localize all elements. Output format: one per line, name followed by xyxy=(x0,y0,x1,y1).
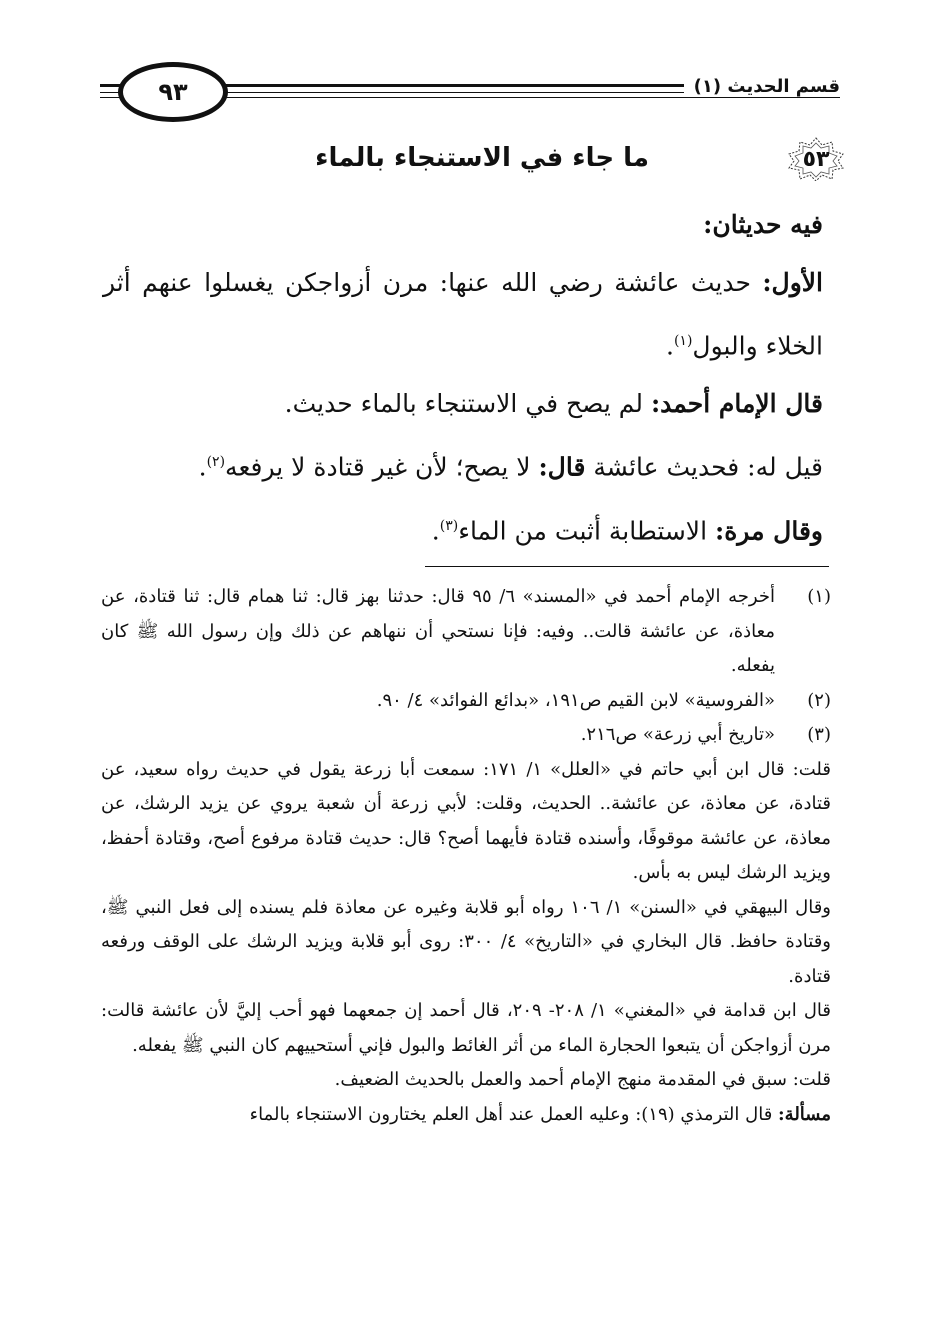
main-text xyxy=(103,196,823,560)
footnote-comment: قال ابن قدامة في «المغني» ١/ ٢٠٨- ٢٠٩، قال أحمد إن جمعهما فهو أحب إليَّ لأن عائشة قالت: مرن أزواجكن أن يتبعوا الحجارة الماء من أثر الغائط والبول فإني أستحييهم كان النبي ﷺ يفعله. xyxy=(101,1000,831,1056)
page-number: ٩٣ xyxy=(118,62,228,122)
paragraph-once xyxy=(103,497,823,560)
footnote-number: (٢) xyxy=(807,689,831,711)
intro-line: فيه حديثان: xyxy=(703,210,823,239)
footnote-issue xyxy=(101,1098,831,1133)
section-number-badge xyxy=(787,137,845,181)
lead-label: الأول: xyxy=(762,268,823,297)
section-heading xyxy=(105,135,845,185)
footnote-comment: وقال البيهقي في «السنن» ١/ ١٠٦ رواه أبو قلابة وغيره عن معاذة فلم يسنده إلى فعل النبي ﷺ، وقتادة حافظ. قال البخاري في «التاريخ» ٤/ ٣٠٠: روى أبو قلابة ويزيد الرشك على الوقف ورفعه قتادة. xyxy=(101,896,832,987)
footnotes xyxy=(101,580,831,1132)
punctuation: . xyxy=(665,331,674,361)
footnote-comment: قلت: قال ابن أبي حاتم في «العلل» ١/ ١٧١: سمعت أبا زرعة يقول في حديث رواه سعيد، عن قتادة، عن معاذة، عن عائشة.. الحديث، وقلت: لأبي زرعة أن شعبة يروي عن يزيد الرشك، عن معاذة، عن عائشة موقوفًا، وأسنده قتادة فأيهما أصح؟ قال: حديث قتادة مرفوع أصح، وقتادة أحفظ، ويزيد الرشك ليس به بأس. xyxy=(101,758,831,883)
body-text: لم يصح في الاستنجاء بالماء حديث. xyxy=(284,389,651,419)
lead-label: وقال مرة: xyxy=(714,515,823,545)
section-number: ٥٣ xyxy=(802,146,830,172)
punctuation: . xyxy=(431,515,440,545)
lead-label: قال: xyxy=(538,452,586,482)
footnote-text: «الفروسية» لابن القيم ص١٩١، «بدائع الفوائد» ٤/ ٩٠. xyxy=(376,689,775,711)
footnote-2 xyxy=(101,684,831,719)
footnote-number: (١) xyxy=(807,586,831,607)
footnote-divider xyxy=(425,566,829,567)
running-title: قسم الحديث (١) xyxy=(684,76,840,97)
footnote-ref: (٣) xyxy=(439,517,459,534)
footnote-number: (٣) xyxy=(807,724,831,745)
section-title: ما جاء في الاستنجاء بالماء xyxy=(315,143,649,173)
punctuation: . xyxy=(198,452,207,482)
paragraph-first-hadith xyxy=(103,254,823,375)
footnote-comment: قلت: سبق في المقدمة منهج الإمام أحمد والعمل بالحديث الضعيف. xyxy=(334,1069,831,1090)
body-text: قيل له: فحديث عائشة xyxy=(585,452,823,482)
footnote-1 xyxy=(101,580,831,684)
body-text: الاستطابة أثبت من الماء xyxy=(458,515,715,545)
footnote-3 xyxy=(101,718,831,753)
footnote-ref: (١) xyxy=(673,333,693,349)
page-header xyxy=(100,62,840,122)
footnote-text: أخرجه الإمام أحمد في «المسند» ٦/ ٩٥ قال: حدثنا بهز قال: ثنا همام قال: ثنا قتادة، عن معاذة، عن عائشة قالت.. وفيه: فإنا نستحي أن ننهاهم عن ذلك وإن رسول الله ﷺ كان يفعله. xyxy=(101,586,775,676)
footnote-text: «تاريخ أبي زرعة» ص٢١٦. xyxy=(580,724,775,745)
issue-label: مسألة: xyxy=(778,1103,831,1125)
lead-label: قال الإمام أحمد: xyxy=(650,389,823,419)
body-text: لا يصح؛ لأن غير قتادة لا يرفعه xyxy=(225,452,539,482)
issue-text: قال الترمذي (١٩): وعليه العمل عند أهل العلم يختارون الاستنجاء بالماء xyxy=(249,1103,779,1125)
footnote-ref: (٢) xyxy=(206,454,226,471)
paragraph-imam-ahmad xyxy=(103,375,823,433)
paragraph-asked xyxy=(103,433,823,496)
body-text: حديث عائشة رضي الله عنها: مرن أزواجكن يغسلوا عنهم أثر الخلاء والبول xyxy=(103,268,823,361)
